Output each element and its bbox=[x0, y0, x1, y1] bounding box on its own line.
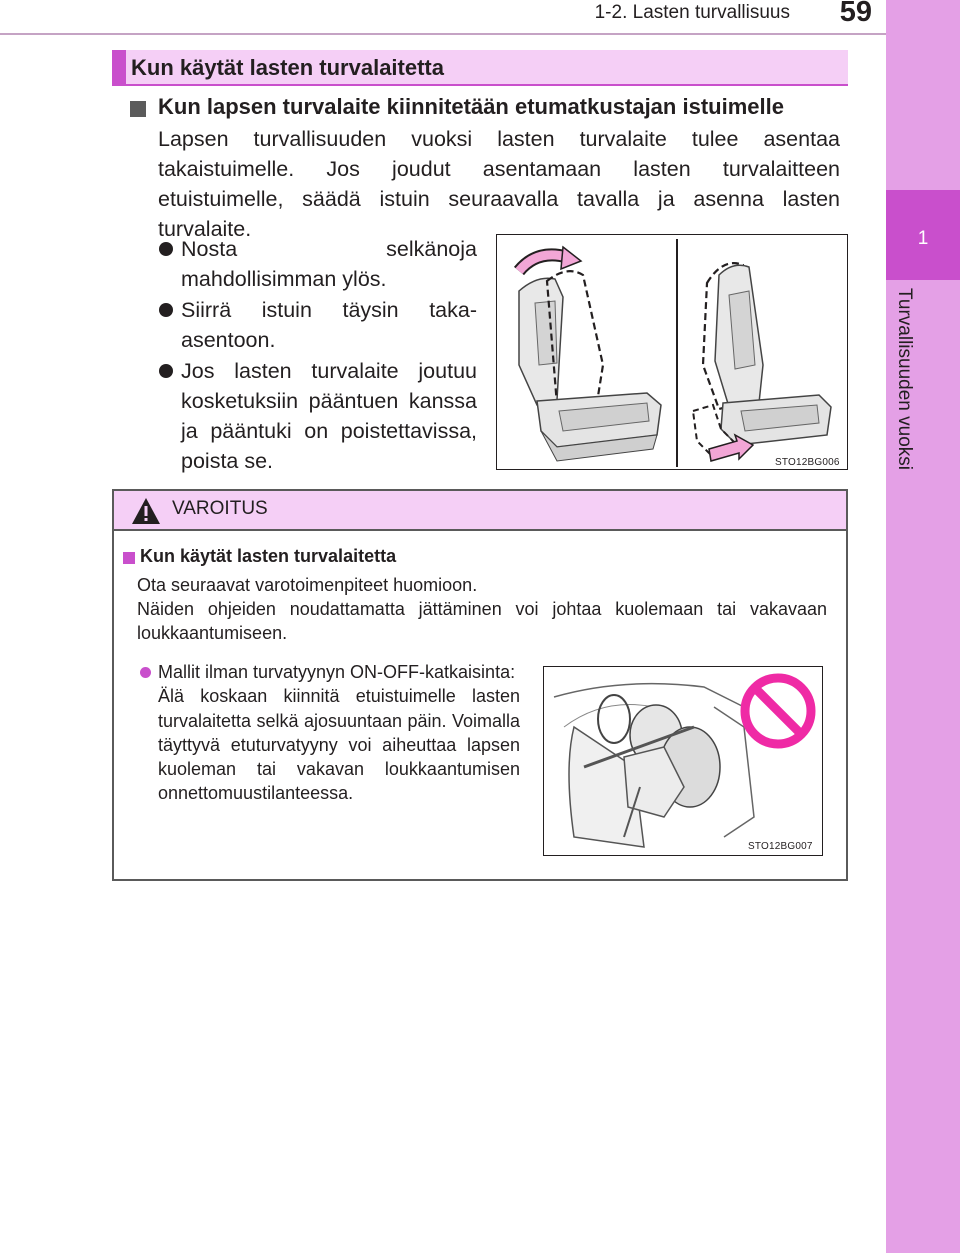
figure-code: STO12BG006 bbox=[775, 457, 840, 468]
warning-bullet-dot-icon bbox=[140, 667, 151, 678]
prohibition-icon bbox=[740, 673, 816, 749]
side-tab-label: Turvallisuuden vuoksi bbox=[894, 288, 915, 470]
bullet-dot-icon bbox=[159, 303, 173, 317]
header-rule bbox=[0, 33, 886, 35]
bullet-item: Jos lasten turvalaite joutuu kosketuksiin pääntuen kanssa ja pääntuki on poistettavissa, poista se. bbox=[181, 359, 477, 473]
section-title-underline bbox=[112, 84, 848, 86]
running-header: 1-2. Lasten turvallisuus bbox=[594, 2, 790, 23]
warning-subheading-square-icon bbox=[123, 552, 135, 564]
section-title: Kun käytät lasten turvalaitetta bbox=[131, 55, 444, 80]
warning-paragraph: Ota seuraavat varotoimenpiteet huomioon. Näiden ohjeiden noudattamatta jättäminen voi johtaa kuolemaan tai vakavaan loukkaantumiseen. bbox=[137, 575, 827, 643]
warning-triangle-icon bbox=[130, 496, 162, 526]
intro-paragraph: Lapsen turvallisuuden vuoksi lasten turvalaite tulee asentaa takaistuimelle. Jos joudut asentamaan lasten turvalaitteen etuistuimelle, säädä istuin seuraavalla tavalla ja asenna lasten turvalaite. bbox=[158, 127, 840, 241]
seat-adjustment-figure bbox=[496, 234, 848, 470]
warning-bullet-lead: Mallit ilman turvatyynyn ON-OFF-katkaisinta: bbox=[158, 662, 516, 682]
figure-code: STO12BG007 bbox=[748, 841, 813, 852]
airbag-figure bbox=[543, 666, 823, 856]
bullet-item: Siirrä istuin täysin taka-asentoon. bbox=[181, 298, 477, 352]
subheading: Kun lapsen turvalaite kiinnitetään etumatkustajan istuimelle bbox=[158, 94, 784, 119]
side-tab bbox=[886, 0, 960, 1253]
bullet-dot-icon bbox=[159, 242, 173, 256]
warning-bullet-body: Älä koskaan kiinnitä etuistuimelle lasten turvalaitetta selkä ajosuuntaan päin. Voimalla täyttyvä etuturvatyyny voi aiheuttaa lapsen kuoleman tai vakavan loukkaantumisen onnettomuustilanteessa. bbox=[158, 686, 520, 804]
seat-illustration bbox=[497, 235, 847, 469]
chapter-number: 1 bbox=[917, 228, 929, 249]
warning-subheading: Kun käytät lasten turvalaitetta bbox=[140, 546, 397, 566]
subheading-square-icon bbox=[130, 101, 146, 117]
warning-label: VAROITUS bbox=[172, 498, 268, 519]
side-tab-label-wrap bbox=[893, 288, 921, 608]
page-number: 59 bbox=[839, 0, 872, 28]
bullet-item: Nosta selkänoja mahdollisimman ylös. bbox=[181, 237, 477, 291]
bullet-dot-icon bbox=[159, 364, 173, 378]
warning-bullet bbox=[158, 660, 520, 806]
